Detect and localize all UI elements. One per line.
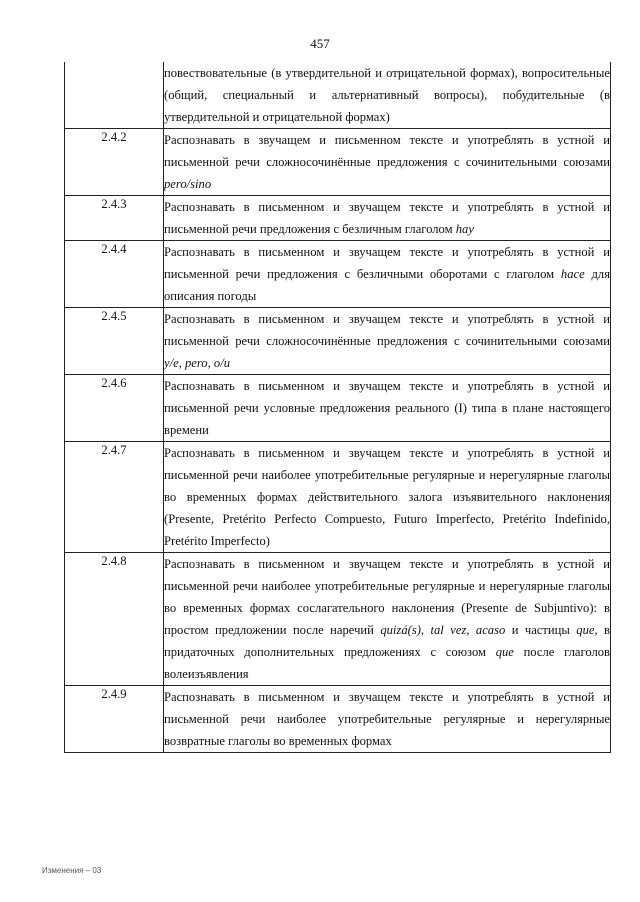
section-code: 2.4.7 bbox=[65, 442, 164, 553]
table-row bbox=[65, 442, 611, 553]
requirement-text: Распознавать в письменном и звучащем тексте и употреблять в устной и письменной речи наиболее употребительные регулярные и нерегулярные глаголы во временных формах сослагательного наклонения (Presente de Subjuntivo): в простом предложении после наречий quizá(s), tal vez, acaso и частицы que, в придаточных дополнительных предложениях с союзом que после глаголов волеизъявления bbox=[164, 553, 611, 686]
section-code: 2.4.8 bbox=[65, 553, 164, 686]
content-table bbox=[64, 62, 611, 753]
section-code: 2.4.5 bbox=[65, 308, 164, 375]
requirement-text: Распознавать в письменном и звучащем тексте и употреблять в устной и письменной речи сложносочинённые предложения с сочинительными союзами y/e, pero, o/u bbox=[164, 308, 611, 375]
section-code: 2.4.9 bbox=[65, 686, 164, 753]
table-row bbox=[65, 62, 611, 129]
table-row bbox=[65, 686, 611, 753]
requirement-text: Распознавать в письменном и звучащем тексте и употреблять в устной и письменной речи предложения с безличным глаголом hay bbox=[164, 196, 611, 241]
section-code: 2.4.2 bbox=[65, 129, 164, 196]
table-row bbox=[65, 129, 611, 196]
requirement-text: повествовательные (в утвердительной и отрицательной формах), вопросительные (общий, специальный и альтернативный вопросы), побудительные (в утвердительной и отрицательной формах) bbox=[164, 62, 611, 129]
section-code: 2.4.6 bbox=[65, 375, 164, 442]
table-row bbox=[65, 196, 611, 241]
requirement-text: Распознавать в письменном и звучащем тексте и употреблять в устной и письменной речи наиболее употребительные регулярные и нерегулярные возвратные глаголы во временных формах bbox=[164, 686, 611, 753]
page-number: 457 bbox=[310, 36, 330, 51]
section-code bbox=[65, 62, 164, 129]
footer-revision: Изменения – 03 bbox=[42, 866, 102, 875]
table-row bbox=[65, 553, 611, 686]
table-row bbox=[65, 241, 611, 308]
requirement-text: Распознавать в письменном и звучащем тексте и употреблять в устной и письменной речи предложения с безличными оборотами с глаголом hace для описания погоды bbox=[164, 241, 611, 308]
section-code: 2.4.4 bbox=[65, 241, 164, 308]
section-code: 2.4.3 bbox=[65, 196, 164, 241]
table-row bbox=[65, 375, 611, 442]
requirement-text: Распознавать в письменном и звучащем тексте и употреблять в устной и письменной речи условные предложения реального (I) типа в плане настоящего времени bbox=[164, 375, 611, 442]
table-row bbox=[65, 308, 611, 375]
requirement-text: Распознавать в письменном и звучащем тексте и употреблять в устной и письменной речи наиболее употребительные регулярные и нерегулярные глаголы во временных формах действительного залога изъявительного наклонения (Presente, Pretérito Perfecto Compuesto, Futuro Imperfecto, Pretérito Indefinido, Pretérito Imperfecto) bbox=[164, 442, 611, 553]
requirement-text: Распознавать в звучащем и письменном тексте и употреблять в устной и письменной речи сложносочинённые предложения с сочинительными союзами pero/sino bbox=[164, 129, 611, 196]
